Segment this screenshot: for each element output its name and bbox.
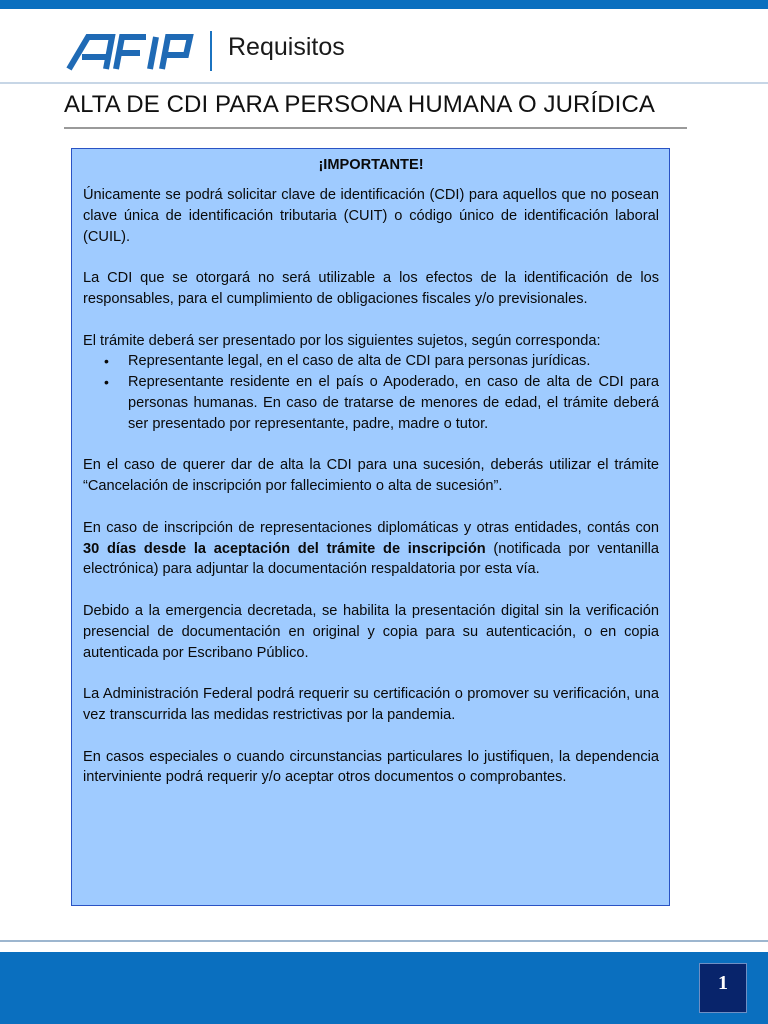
- afip-logo: [66, 31, 200, 73]
- title-underline: [64, 127, 687, 129]
- afip-logo-graphic: [66, 31, 200, 73]
- footer-divider: [0, 940, 768, 942]
- important-notice-box: [71, 148, 670, 906]
- bullet-icon: •: [104, 374, 109, 391]
- footer-bar: [0, 952, 768, 1024]
- list-item-text: Representante residente en el país o Apoderado, en caso de alta de CDI para personas humanas. En caso de tratarse de menores de edad, el trámite deberá ser presentado por representante, padre, madre o tutor.: [128, 374, 659, 432]
- page-header: [0, 9, 768, 82]
- header-divider: [0, 82, 768, 84]
- notice-paragraph-cdi-eligibility: Únicamente se podrá solicitar clave de identificación (CDI) para aquellos que no posean clave única de identificación tributaria (CUIT) o código único de identificación laboral (CUIL).: [83, 187, 659, 245]
- top-accent-bar: [0, 0, 768, 9]
- notice-paragraph-presenters: El trámite deberá ser presentado por los siguientes sujetos, según corresponda:: [83, 332, 601, 349]
- notice-paragraph-emergency: Debido a la emergencia decretada, se habilita la presentación digital sin la verificación presencial de documentación en original y copia para su autenticación, o en copia autenticada por Escribano Público.: [83, 602, 659, 661]
- diplomatic-text-end: (notificada por ventanilla electrónica) para adjuntar la documentación respaldatoria por esta vía.: [83, 540, 660, 578]
- list-item: [83, 351, 659, 372]
- list-item: [83, 372, 659, 434]
- notice-paragraph-cdi-usage: La CDI que se otorgará no será utilizable a los efectos de la identificación de los responsables, para el cumplimiento de obligaciones fiscales y/o previsionales.: [83, 270, 659, 307]
- notice-paragraph-diplomatic: [83, 518, 659, 580]
- notice-heading: ¡IMPORTANTE!: [318, 157, 424, 173]
- list-item-text: Representante legal, en el caso de alta de CDI para personas jurídicas.: [128, 353, 591, 370]
- bullet-icon: •: [104, 353, 109, 370]
- diplomatic-text-start: En caso de inscripción de representaciones diplomáticas y otras entidades, contás con: [83, 519, 659, 536]
- presenters-list: [83, 351, 659, 434]
- notice-paragraph-certification: La Administración Federal podrá requerir su certificación o promover su verificación, una vez transcurrida las medidas restrictivas por la pandemia.: [83, 686, 659, 723]
- page-number-badge: 1: [699, 963, 747, 1013]
- notice-paragraph-succession: En el caso de querer dar de alta la CDI para una sucesión, deberás utilizar el trámite “Cancelación de inscripción por fallecimiento o alta de sucesión”.: [83, 457, 659, 495]
- header-separator: [210, 31, 212, 71]
- diplomatic-deadline-highlight: 30 días desde la aceptación del trámite de inscripción: [83, 540, 486, 557]
- notice-paragraph-special-cases: En casos especiales o cuando circunstancias particulares lo justifiquen, la dependencia interviniente podrá requerir y/o aceptar otros documentos o comprobantes.: [83, 748, 659, 786]
- header-title: Requisitos: [228, 33, 345, 61]
- document-title: ALTA DE CDI PARA PERSONA HUMANA O JURÍDICA: [64, 91, 655, 118]
